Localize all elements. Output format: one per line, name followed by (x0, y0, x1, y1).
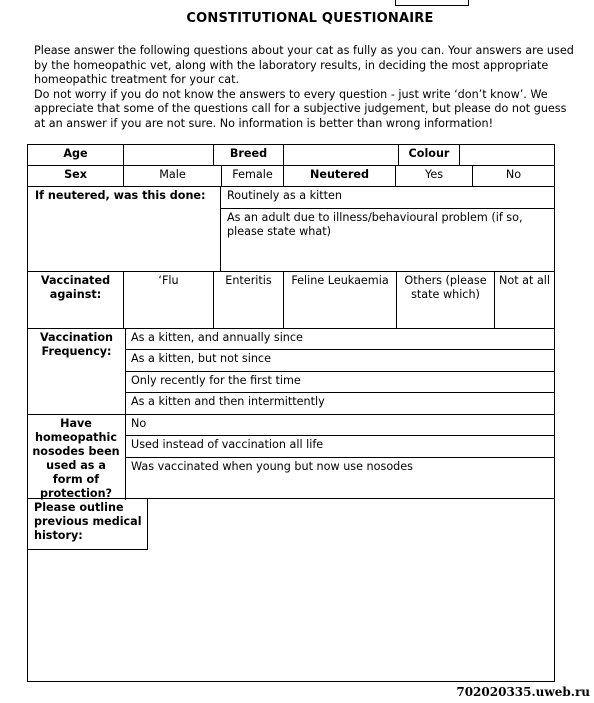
sex-female-option[interactable]: Female (232, 168, 273, 181)
vaccinated-label: Vaccinated against: (40, 274, 111, 301)
colour-field[interactable] (460, 145, 554, 165)
neutered-yes-option[interactable]: Yes (424, 168, 444, 181)
vacc-none-option[interactable]: Not at all (498, 274, 551, 287)
vacc-leukaemia-option[interactable]: Feline Leukaemia (291, 274, 389, 287)
breed-field[interactable] (284, 145, 398, 165)
if-neutered-label: If neutered, was this done: (35, 189, 206, 202)
freq-option-1[interactable]: As a kitten, and annually since (131, 331, 303, 344)
history-label: Please outline previous medical history: (34, 501, 142, 542)
nosodes-label: Have homeopathic nosodes been used as a form of protection? (32, 417, 120, 500)
vacc-flu-option[interactable]: ‘Flu (158, 274, 179, 287)
vacc-others-option[interactable]: Others (please state which) (404, 274, 487, 301)
neutered-option-kitten[interactable]: Routinely as a kitten (227, 189, 342, 202)
page-title: CONSTITUTIONAL QUESTIONAIRE (186, 11, 434, 26)
neutered-label: Neutered (310, 168, 369, 181)
history-field[interactable] (29, 551, 553, 679)
freq-option-2[interactable]: As a kitten, but not since (131, 352, 271, 365)
freq-option-3[interactable]: Only recently for the first time (131, 374, 301, 387)
breed-label: Breed (229, 147, 268, 160)
nosode-option-1[interactable]: No (131, 417, 147, 430)
neutered-no-option[interactable]: No (505, 168, 522, 181)
sex-label: Sex (64, 168, 87, 181)
age-field[interactable] (124, 145, 213, 165)
frequency-label: Vaccination Frequency: (39, 331, 114, 358)
neutered-option-adult[interactable]: As an adult due to illness/behavioural problem (if so, please state what) (227, 211, 523, 238)
nosode-option-3[interactable]: Was vaccinated when young but now use nosodes (131, 460, 413, 473)
freq-option-4[interactable]: As a kitten and then intermittently (131, 395, 325, 408)
intro-paragraph-2: Do not worry if you do not know the answers to every question - just write ‘don’t know’. We appreciate that some of the questions call for a subjective judgement, but please do not guess at an answer if you are not sure. No information is better than wrong information! (34, 87, 567, 130)
nosode-option-2[interactable]: Used instead of vaccination all life (131, 438, 324, 451)
vacc-enteritis-option[interactable]: Enteritis (225, 274, 272, 287)
watermark: 702020335.uweb.ru (456, 685, 590, 699)
intro-paragraph-1: Please answer the following questions about your cat as fully as you can. Your answers are used by the homeopathic vet, along with the laboratory results, in deciding the most appropriate homeopathic treatment for your cat. (34, 44, 574, 86)
colour-label: Colour (408, 147, 450, 160)
age-label: Age (63, 147, 88, 160)
sex-male-option[interactable]: Male (159, 168, 186, 181)
